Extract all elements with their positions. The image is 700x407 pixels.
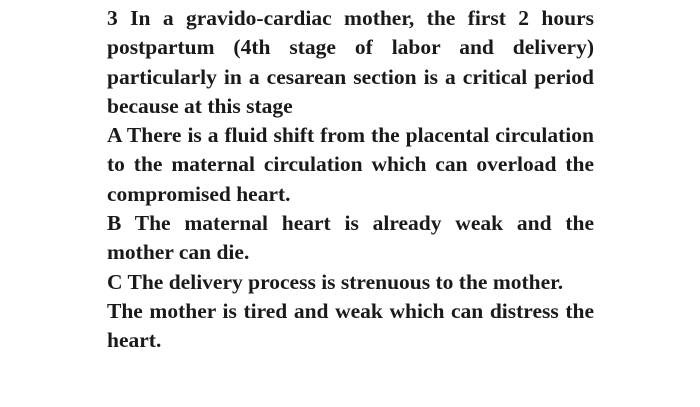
option-d: The mother is tired and weak which can distress the heart. — [107, 298, 594, 353]
question-stem: 3 In a gravido-cardiac mother, the first 2 hours postpartum (4th stage of labor and delivery) particularly in a cesarean section is a critical period because at this stage — [107, 6, 594, 118]
option-c: C The delivery process is strenuous to the mother. — [107, 269, 564, 294]
option-b: B The maternal heart is already weak and the mother can die. — [107, 211, 594, 265]
option-a: A There is a fluid shift from the placental circulation to the maternal circulation which can overload the compromised heart. — [107, 123, 594, 206]
question-block — [107, 4, 594, 356]
